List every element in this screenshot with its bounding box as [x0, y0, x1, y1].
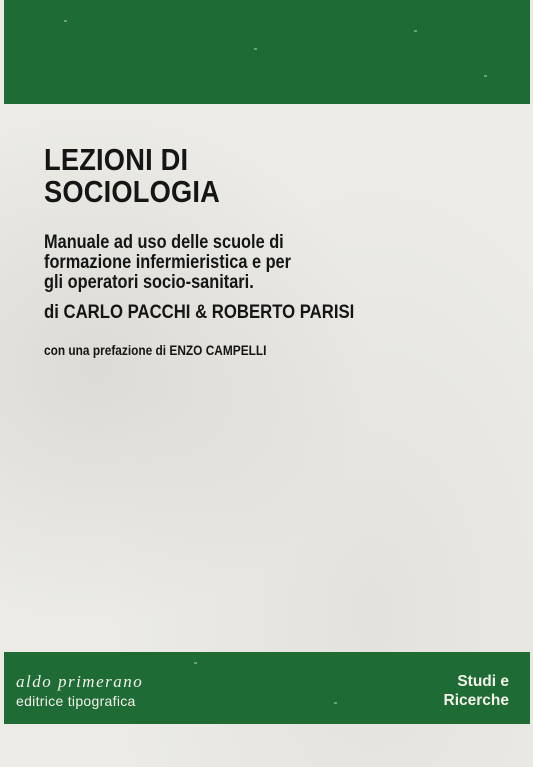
subtitle-line-3: gli operatori socio-sanitari.	[44, 272, 254, 293]
speckle	[254, 48, 257, 50]
top-green-band	[4, 0, 530, 104]
preface-line: con una prefazione di ENZO CAMPELLI	[44, 343, 267, 358]
publisher-type: editrice tipografica	[16, 693, 136, 709]
speckle	[334, 702, 337, 704]
speckle	[194, 662, 197, 664]
speckle	[64, 20, 67, 22]
book-title-line-1: LEZIONI DI	[44, 142, 189, 177]
series-label-line-2: Ricerche	[443, 692, 509, 709]
series-label-line-1: Studi e	[457, 673, 509, 690]
authors-line: di CARLO PACCHI & ROBERTO PARISI	[44, 302, 355, 323]
subtitle-line-1: Manuale ad uso delle scuole di	[44, 232, 284, 253]
publisher-name: aldo primerano	[16, 672, 144, 691]
book-title-line-2: SOCIOLOGIA	[44, 174, 221, 209]
speckle	[484, 75, 487, 77]
speckle	[414, 30, 417, 32]
subtitle-line-2: formazione infermieristica e per	[44, 252, 292, 273]
